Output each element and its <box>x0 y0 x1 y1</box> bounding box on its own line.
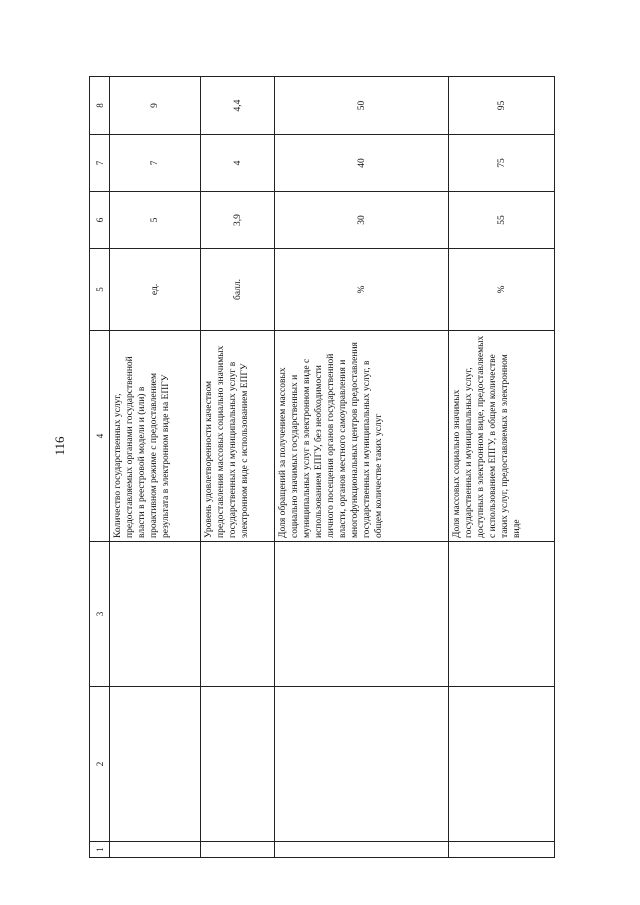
value-col7: 40 <box>275 135 449 192</box>
cell-col3 <box>275 542 449 687</box>
table-row <box>275 77 449 858</box>
unit: % <box>449 249 555 331</box>
column-number: 1 <box>90 842 110 858</box>
cell-col3 <box>449 542 555 687</box>
cell-col1 <box>449 842 555 858</box>
value-col8: 9 <box>110 77 201 135</box>
cell-col2 <box>110 687 201 842</box>
value-col8: 95 <box>449 77 555 135</box>
value-col8: 50 <box>275 77 449 135</box>
page-number: 116 <box>52 436 67 456</box>
column-number: 5 <box>90 249 110 331</box>
table-row <box>201 77 275 858</box>
column-number: 8 <box>90 77 110 135</box>
column-number: 4 <box>90 331 110 542</box>
column-number: 7 <box>90 135 110 192</box>
unit: % <box>275 249 449 331</box>
value-col6: 3,9 <box>201 192 275 249</box>
unit: ед. <box>110 249 201 331</box>
column-number: 6 <box>90 192 110 249</box>
cell-col2 <box>275 687 449 842</box>
value-col7: 75 <box>449 135 555 192</box>
indicator-name: Уровень удовлетворенности качеством предоставления массовых социально значимых государственных и муниципальных услуг в электронном виде с использованием ЕПГУ <box>201 331 275 542</box>
cell-col1 <box>201 842 275 858</box>
value-col6: 55 <box>449 192 555 249</box>
cell-col1 <box>275 842 449 858</box>
column-number: 3 <box>90 542 110 687</box>
table-row <box>449 77 555 858</box>
indicator-name: Доля обращений за получением массовых социально значимых государственных и муниципальных услуг в электронном виде с использованием ЕПГУ, без необходимости личного посещения органов государственной власти, органов местного самоуправления и многофункциональных центров предоставления государственных и муниципальных услуг, в общем количестве таких услуг <box>275 331 449 542</box>
rotated-table-wrapper <box>89 77 553 858</box>
indicator-name: Количество государственных услуг, предоставляемых органами государственной власти в реестровой модели и (или) в проактивном режиме с предоставлением результата в электронном виде на ЕПГУ <box>110 331 201 542</box>
value-col6: 5 <box>110 192 201 249</box>
value-col7: 7 <box>110 135 201 192</box>
cell-col2 <box>449 687 555 842</box>
cell-col2 <box>201 687 275 842</box>
unit: балл. <box>201 249 275 331</box>
value-col8: 4,4 <box>201 77 275 135</box>
column-number: 2 <box>90 687 110 842</box>
table-row <box>110 77 201 858</box>
column-number-row <box>90 77 110 858</box>
indicator-name: Доля массовых социально значимых государственных и муниципальных услуг, доступных в электронном виде, предоставляемых с использованием ЕПГУ, в общем количестве таких услуг, предоставляемых в электронном виде <box>449 331 555 542</box>
cell-col1 <box>110 842 201 858</box>
cell-col3 <box>110 542 201 687</box>
indicators-table <box>89 76 555 858</box>
value-col6: 30 <box>275 192 449 249</box>
cell-col3 <box>201 542 275 687</box>
value-col7: 4 <box>201 135 275 192</box>
